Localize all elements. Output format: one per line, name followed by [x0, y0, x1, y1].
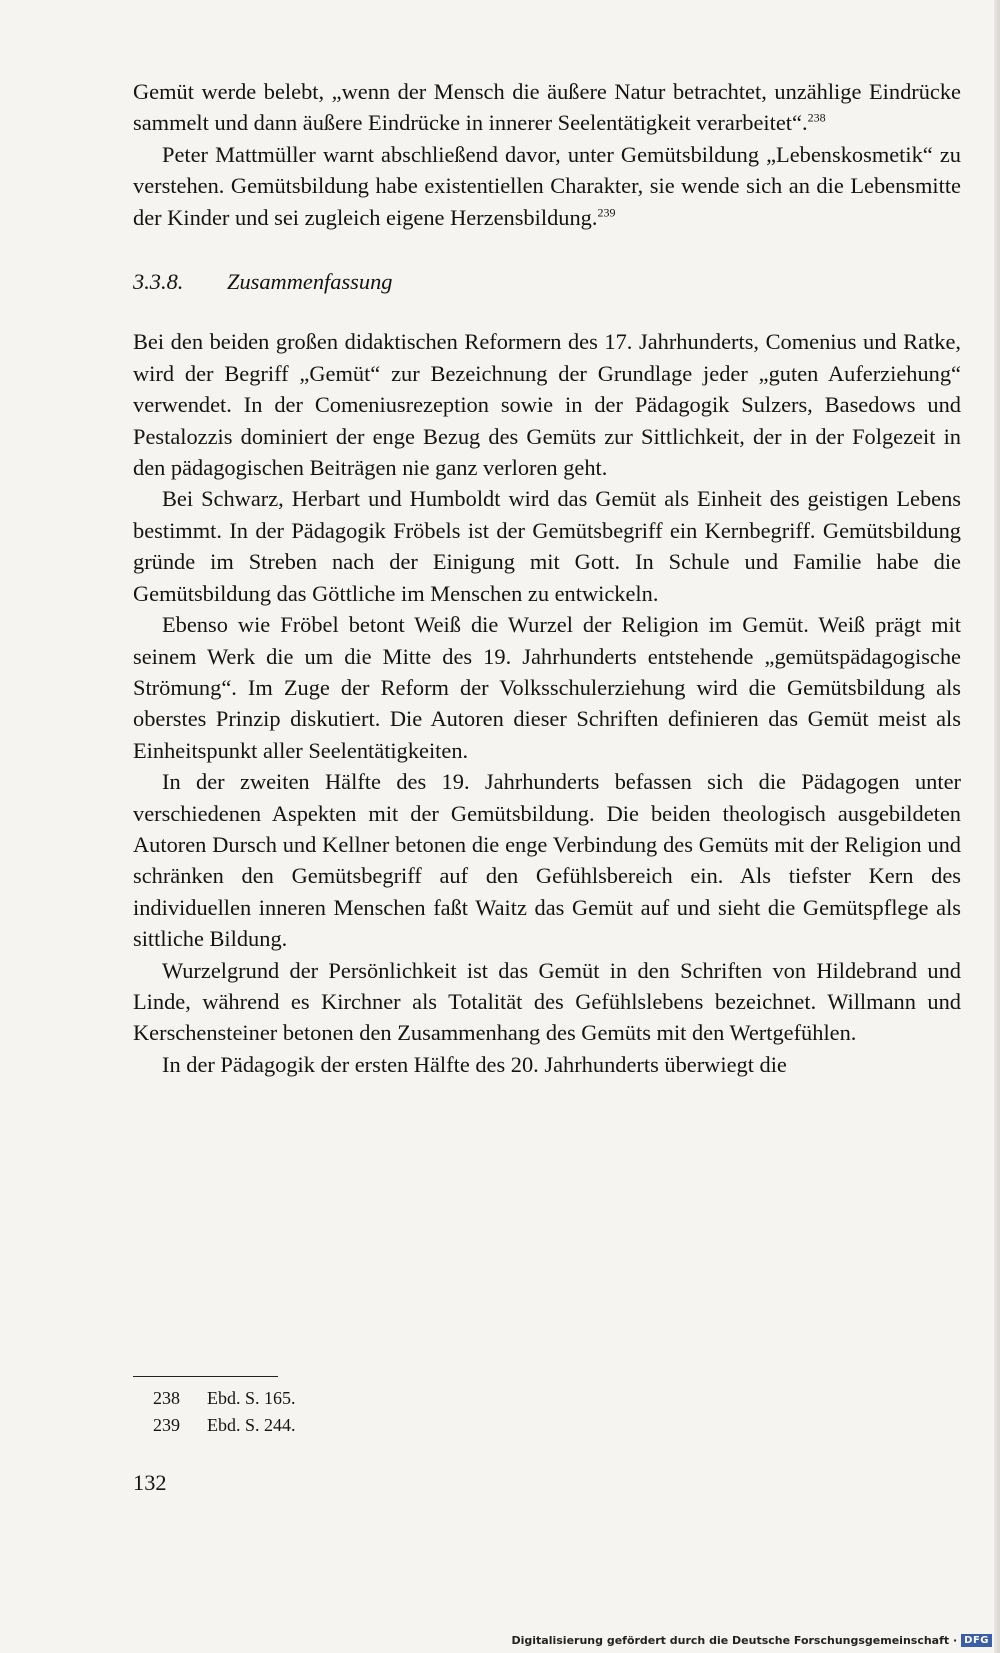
paragraph-2 — [133, 139, 961, 233]
footnote-divider — [133, 1376, 278, 1377]
footnote-238 — [153, 1385, 296, 1412]
paragraph-4: Bei Schwarz, Herbart und Humboldt wird das Gemüt als Einheit des geistigen Lebens bestimmt. In der Pädagogik Fröbels ist der Gemütsbegriff ein Kernbegriff. Gemütsbildung gründe im Streben nach der Einigung mit Gott. In Schule und Familie habe die Gemütsbildung das Göttliche im Menschen zu entwickeln. — [133, 486, 961, 606]
section-title: Zusammenfassung — [227, 269, 393, 295]
paragraph-7: Wurzelgrund der Persönlichkeit ist das Gemüt in den Schriften von Hildebrand und Linde, während es Kirchner als Totalität des Gefühlslebens bezeichnet. Willmann und Kerschensteiner betonen den Zusammenhang des Gemüts mit den Wertgefühlen. — [133, 957, 961, 1046]
footnote-ref-239: 239 — [597, 205, 616, 220]
digitization-notice — [511, 1634, 992, 1647]
paragraph-1-text: Gemüt werde belebt, „wenn der Mensch die äußere Natur betrachtet, unzählige Eindrücke sammelt und dann äußere Eindrücke in innerer Seelentätigkeit verarbeitet“. — [133, 79, 961, 136]
section-heading — [133, 266, 961, 297]
body-text — [133, 76, 961, 1080]
footnote-239 — [153, 1412, 296, 1439]
paragraph-6: In der zweiten Hälfte des 19. Jahrhunderts befassen sich die Pädagogen unter verschiedenen Aspekten mit der Gemütsbildung. Die beiden theologisch ausgebildeten Autoren Dursch und Kellner betonen die enge Verbindung des Gemüts mit der Religion und schränken den Gemütsbegriff auf den Gefühlsbereich ein. Als tiefster Kern des individuellen inneren Menschen faßt Waitz das Gemüt auf und sieht die Gemütspflege als sittliche Bildung. — [133, 769, 961, 952]
footnote-number: 239 — [153, 1415, 180, 1435]
footnotes — [153, 1385, 296, 1439]
paragraph-8: In der Pädagogik der ersten Hälfte des 20. Jahrhunderts überwiegt die — [162, 1051, 787, 1077]
digitization-notice-text: Digitalisierung gefördert durch die Deutsche Forschungsgemeinschaft · — [511, 1634, 958, 1647]
paragraph-2-text: Peter Mattmüller warnt abschließend davor, unter Gemütsbildung „Lebenskosmetik“ zu verstehen. Gemütsbildung habe existentiellen Charakter, sie wende sich an die Lebensmitte der Kinder und sei zugleich eigene Herzensbildung. — [133, 141, 961, 230]
paragraph-1 — [133, 76, 961, 139]
section-number: 3.3.8. — [133, 269, 184, 295]
footnote-number: 238 — [153, 1388, 180, 1408]
footnote-text: Ebd. S. 165. — [207, 1388, 296, 1408]
paragraph-3: Bei den beiden großen didaktischen Reformern des 17. Jahrhunderts, Comenius und Ratke, wird der Begriff „Gemüt“ zur Bezeichnung der Grundlage jeder „guten Auferziehung“ verwendet. In der Comeniusrezeption sowie in der Pädagogik Sulzers, Basedows und Pestalozzis dominiert der enge Bezug des Gemüts zur Sittlichkeit, der in der Folgezeit in den pädagogischen Beiträgen nie ganz verloren geht. — [133, 329, 961, 481]
footnote-text: Ebd. S. 244. — [207, 1415, 296, 1435]
page-number: 132 — [133, 1470, 167, 1495]
footnote-ref-238: 238 — [807, 110, 826, 125]
paragraph-5: Ebenso wie Fröbel betont Weiß die Wurzel der Religion im Gemüt. Weiß prägt mit seinem Werk die um die Mitte des 19. Jahrhunderts entstehende „gemütspädagogische Strömung“. Im Zuge der Reform der Volksschulerziehung wird die Gemütsbildung als oberstes Prinzip diskutiert. Die Autoren dieser Schriften definieren das Gemüt meist als Einheitspunkt aller Seelentätigkeiten. — [133, 612, 961, 763]
dfg-logo-icon: DFG — [961, 1634, 992, 1647]
page-edge-shadow — [994, 0, 1000, 1653]
